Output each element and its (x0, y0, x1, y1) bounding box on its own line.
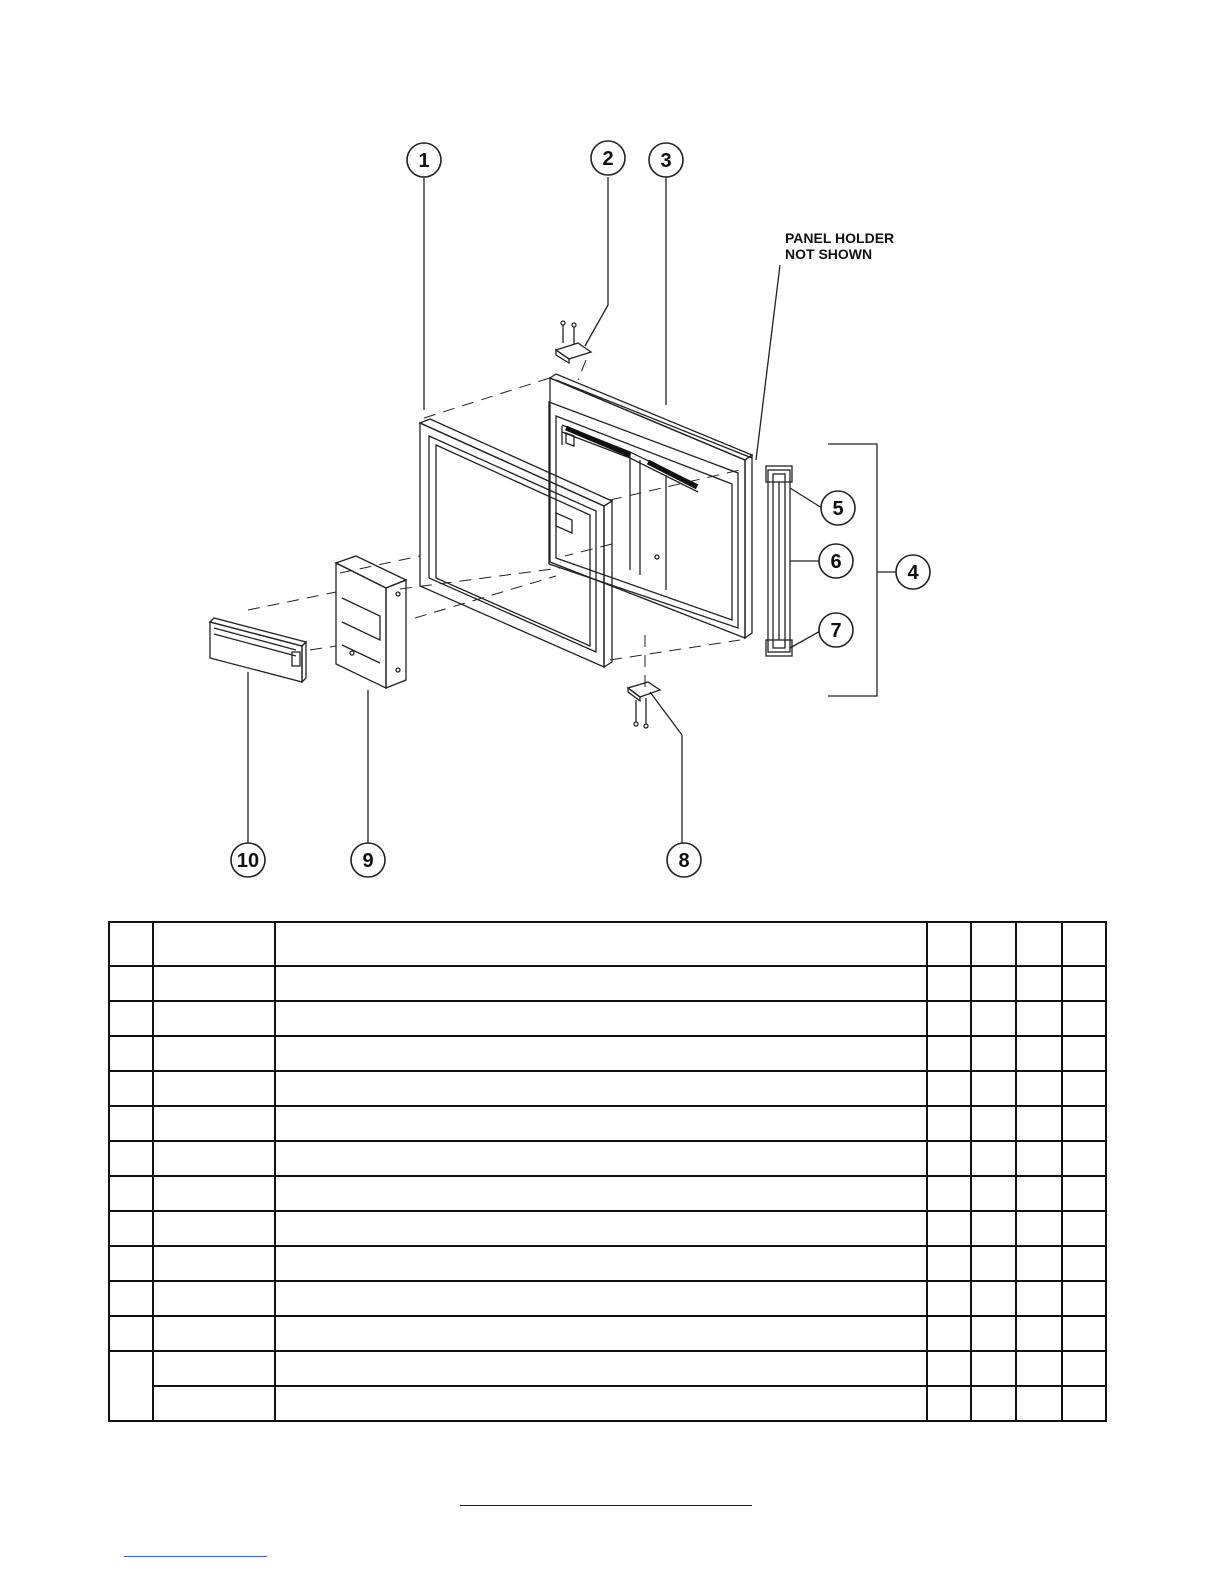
table-header-cell (275, 922, 927, 966)
table-cell (1016, 1106, 1062, 1141)
table-cell (1016, 1036, 1062, 1071)
table-cell (1062, 1141, 1106, 1176)
table-cell (1016, 1351, 1062, 1386)
callout-label-2: 2 (602, 148, 614, 170)
table-cell (153, 1036, 275, 1071)
table-cell (275, 1001, 927, 1036)
table-cell (927, 966, 971, 1001)
callout-label-3: 3 (660, 150, 672, 172)
table-row (109, 1246, 1106, 1281)
table-cell (927, 1316, 971, 1351)
footer-rule (460, 1505, 752, 1506)
table-cell (153, 1106, 275, 1141)
table-cell (275, 1141, 927, 1176)
table-header-cell (927, 922, 971, 966)
table-cell (153, 1386, 275, 1421)
table-cell (1062, 1281, 1106, 1316)
table-cell (971, 966, 1016, 1001)
table-cell (109, 1036, 153, 1071)
table-cell (275, 1036, 927, 1071)
table-cell (109, 1246, 153, 1281)
table-cell (275, 1316, 927, 1351)
table-cell (109, 1211, 153, 1246)
callout-label-1: 1 (418, 150, 430, 172)
table-cell (1062, 1316, 1106, 1351)
table-cell (153, 1141, 275, 1176)
table-cell (275, 1071, 927, 1106)
callout-label-10: 10 (236, 850, 260, 872)
table-cell (927, 1386, 971, 1421)
table-cell (275, 1176, 927, 1211)
table-row (109, 1036, 1106, 1071)
table-cell (1016, 1176, 1062, 1211)
table-row (109, 1001, 1106, 1036)
table-cell (109, 1281, 153, 1316)
table-cell (971, 1246, 1016, 1281)
parts-list-table (108, 921, 1107, 1422)
table-cell (927, 1176, 971, 1211)
top-hinge-bracket (556, 321, 591, 363)
table-cell (153, 1316, 275, 1351)
table-cell (971, 1141, 1016, 1176)
table-cell (1062, 1036, 1106, 1071)
callout-label-6: 6 (830, 551, 842, 573)
table-cell (275, 1281, 927, 1316)
table-cell (109, 966, 153, 1001)
table-row (109, 1176, 1106, 1211)
table-cell (1062, 966, 1106, 1001)
table-header-cell (1062, 922, 1106, 966)
table-cell (153, 1281, 275, 1316)
table-cell (275, 1351, 927, 1386)
table-cell (971, 1036, 1016, 1071)
table-cell (1062, 1106, 1106, 1141)
table-cell (109, 1001, 153, 1036)
table-cell (927, 1211, 971, 1246)
bin-holder (336, 556, 406, 688)
table-cell (1016, 1141, 1062, 1176)
table-cell (153, 1211, 275, 1246)
panel-holder-note-line1: PANEL HOLDER (785, 230, 895, 246)
table-row (109, 1211, 1106, 1246)
table-cell (971, 1281, 1016, 1316)
table-cell (971, 1351, 1016, 1386)
table-row (109, 1106, 1106, 1141)
bottom-hinge-bracket (628, 682, 660, 728)
table-row (109, 1071, 1106, 1106)
panel-holder-note-line2: NOT SHOWN (785, 246, 873, 262)
table-cell (971, 1106, 1016, 1141)
callout-label-4: 4 (907, 562, 919, 584)
door-frame (420, 419, 612, 667)
footer-link-underline[interactable] (124, 1556, 267, 1557)
table-row (109, 1281, 1106, 1316)
table-cell (1016, 1211, 1062, 1246)
table-cell (109, 1351, 153, 1421)
table-cell (1062, 1176, 1106, 1211)
table-cell (1016, 1281, 1062, 1316)
table-cell (971, 1071, 1016, 1106)
table-header-cell (109, 922, 153, 966)
table-cell (1062, 1386, 1106, 1421)
table-cell (109, 1071, 153, 1106)
table-row (109, 1351, 1106, 1386)
table-cell (109, 1176, 153, 1211)
table-cell (275, 966, 927, 1001)
table-cell (971, 1176, 1016, 1211)
handle-assembly (766, 466, 792, 656)
table-cell (275, 1211, 927, 1246)
door-liner (549, 374, 752, 638)
table-cell (1016, 966, 1062, 1001)
table-cell (109, 1106, 153, 1141)
table-cell (1016, 1386, 1062, 1421)
table-cell (1016, 1246, 1062, 1281)
table-header-cell (153, 922, 275, 966)
table-cell (1016, 1316, 1062, 1351)
table-cell (927, 1141, 971, 1176)
table-cell (275, 1246, 927, 1281)
table-cell (1062, 1351, 1106, 1386)
table-cell (927, 1281, 971, 1316)
table-cell (927, 1001, 971, 1036)
table-cell (971, 1316, 1016, 1351)
table-cell (153, 1071, 275, 1106)
table-row (109, 1386, 1106, 1421)
table-cell (153, 1001, 275, 1036)
table-cell (275, 1386, 927, 1421)
table-cell (971, 1211, 1016, 1246)
callout-label-5: 5 (832, 498, 844, 520)
table-cell (971, 1001, 1016, 1036)
door-bin (210, 618, 306, 682)
table-header-cell (971, 922, 1016, 966)
table-cell (1062, 1211, 1106, 1246)
table-cell (275, 1106, 927, 1141)
table-header-row (109, 922, 1106, 966)
table-cell (927, 1036, 971, 1071)
table-cell (109, 1141, 153, 1176)
table-cell (153, 1246, 275, 1281)
table-cell (1016, 1001, 1062, 1036)
leader-lines (248, 177, 896, 843)
table-cell (927, 1106, 971, 1141)
table-cell (1016, 1071, 1062, 1106)
table-cell (1062, 1071, 1106, 1106)
liner-seal-strips (566, 428, 697, 487)
table-cell (927, 1351, 971, 1386)
table-cell (153, 966, 275, 1001)
table-row (109, 1141, 1106, 1176)
table-cell (971, 1386, 1016, 1421)
table-cell (927, 1071, 971, 1106)
callout-label-7: 7 (830, 620, 842, 642)
callout-label-8: 8 (678, 850, 690, 872)
table-row (109, 1316, 1106, 1351)
table-cell (927, 1246, 971, 1281)
table-header-cell (1016, 922, 1062, 966)
table-row (109, 966, 1106, 1001)
table-cell (109, 1316, 153, 1351)
table-cell (1062, 1246, 1106, 1281)
table-cell (1062, 1001, 1106, 1036)
table-cell (153, 1351, 275, 1386)
callout-label-9: 9 (362, 850, 374, 872)
table-cell (153, 1176, 275, 1211)
